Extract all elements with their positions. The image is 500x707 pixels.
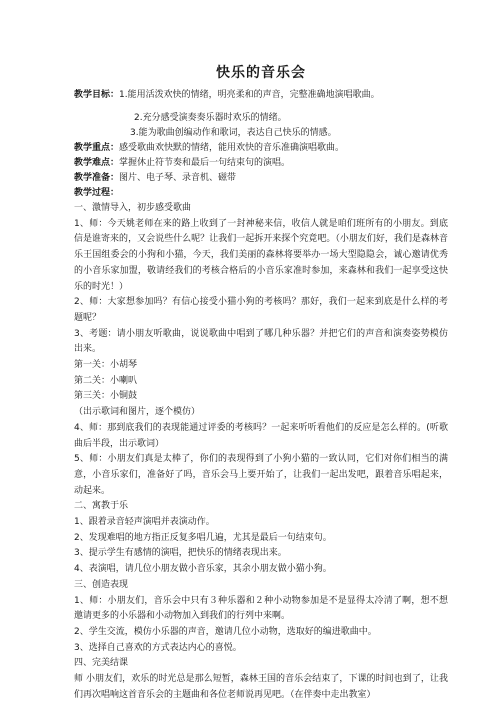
paragraph: 1、师：小朋友们，音乐会中只有３种乐器和２种小动物参加是不是显得太冷清了啊，想不想邀请更多的小乐器和小动物加入到我们的行列中来啊。 [74,595,448,622]
paragraph: 二、寓教于乐 [74,501,129,512]
process-label: 教学过程： [74,188,120,198]
paragraph: 3、提示学生有感情的演唱，把快乐的情绪表现出来。 [74,548,287,559]
paragraph: 3、考题：请小朋友听歌曲，说说歌曲中唱到了哪几种乐器？并把它们的声音和演奏姿势模仿出来。 [74,328,448,355]
paragraph: 三、创造表现 [74,579,129,590]
paragraph: 1、跟着录音轻声演唱并表演动作。 [74,517,215,528]
paragraph: （出示歌词和图片，逐个模仿） [74,407,201,418]
difficulty-text: 掌握休止符节奏和最后一句结束句的演唱。 [119,158,291,168]
preparation-row [74,171,448,186]
preparation-label: 教学准备： [74,173,120,183]
process-row [74,186,448,201]
paragraph: 1、师：今天姚老师在来的路上收到了一封神秘来信，收信人就是咱们班所有的小朋友。到底信是谁寄来的，又会说些什么呢？让我们一起拆开来探个究竟吧。（小朋友们好，我们是森林音乐王国组委会的小狗和小猫，今天，我们美丽的森林将要举办一场大型隐隐会，诚心邀请优秀的小音乐家加盟，敬请经我们的考核合格后的小音乐家准时参加，来森林和我们一起享受这快乐的时光！） [74,218,448,292]
key-point-label: 教学重点： [74,143,120,153]
paragraph: 2、发现难唱的地方指正反复多唱几遍，尤其是最后一句结束句。 [74,532,332,543]
difficulty-row [74,156,448,171]
spacer [74,103,448,111]
paragraph: 4、表演唱，请几位小朋友做小音乐家，其余小朋友做小猫小狗。 [74,564,332,575]
difficulty-label: 教学难点： [74,158,120,168]
paragraph: 5、师：小朋友们真是太棒了，你们的表现得到了小狗小猫的一致认同，它们对你们相当的满意，小音乐家们，准备好了吗，音乐会马上要开始了，让我们一起出发吧，跟着音乐唱起来，动起来。 [74,454,448,496]
paragraph: 2、师：大家想参加吗？有信心接受小猫小狗的考核吗？那好，我们一起来到底是什么样的考题呢？ [74,297,448,323]
paragraph: 4、师：那到底我们的表现能通过评委的考核吗？一起来听听看他们的反应是怎么样的。(听歌曲后半段，出示歌词） [74,422,448,449]
paragraph: 第一关：小胡琴 [74,360,138,371]
paragraph: 2、学生交流，模仿小乐器的声音，邀请几位小动物，选取好的编进歌曲中。 [74,626,377,637]
document-title: 快乐的音乐会 [216,65,306,81]
key-point-text: 感受歌曲欢快默的情绪，能用欢快的音乐准确演唱歌曲。 [119,143,345,153]
key-point-row [74,141,448,156]
preparation-text: 图片、电子琴、录音机、磁带 [119,173,237,183]
paragraph: 一、激情导入，初步感受歌曲 [74,203,192,213]
paragraph: 第二关：小喇叭 [74,375,138,386]
goals-label: 教学目标： [74,90,120,100]
goal-item-1: 1.能用活泼欢快的情绪，明亮柔和的声音，完整准确地演唱歌曲。 [119,90,380,100]
goal-item-2: 2.充分感受演奏奏乐器时欢乐的情绪。 [134,113,287,123]
paragraph: 师 小朋友们，欢乐的时光总是那么短暂，森林王国的音乐会结束了，下课的时间也到了，让我们再次唱响这首音乐会的主题曲和各位老师说再见吧。（在伴奏中走出教室） [74,674,448,700]
goal-item-3: 3.能为歌曲创编动作和歌词，表达自己快乐的情感。 [130,128,337,138]
paragraph: 四、完美结课 [74,658,129,669]
paragraph: 第三关：小铜鼓 [74,391,138,402]
process-body [74,201,448,704]
paragraph: 3、选择自己喜欢的方式表达内心的喜悦。 [74,642,242,653]
goal-row-1 [74,88,448,103]
lesson-plan-document [74,62,448,704]
